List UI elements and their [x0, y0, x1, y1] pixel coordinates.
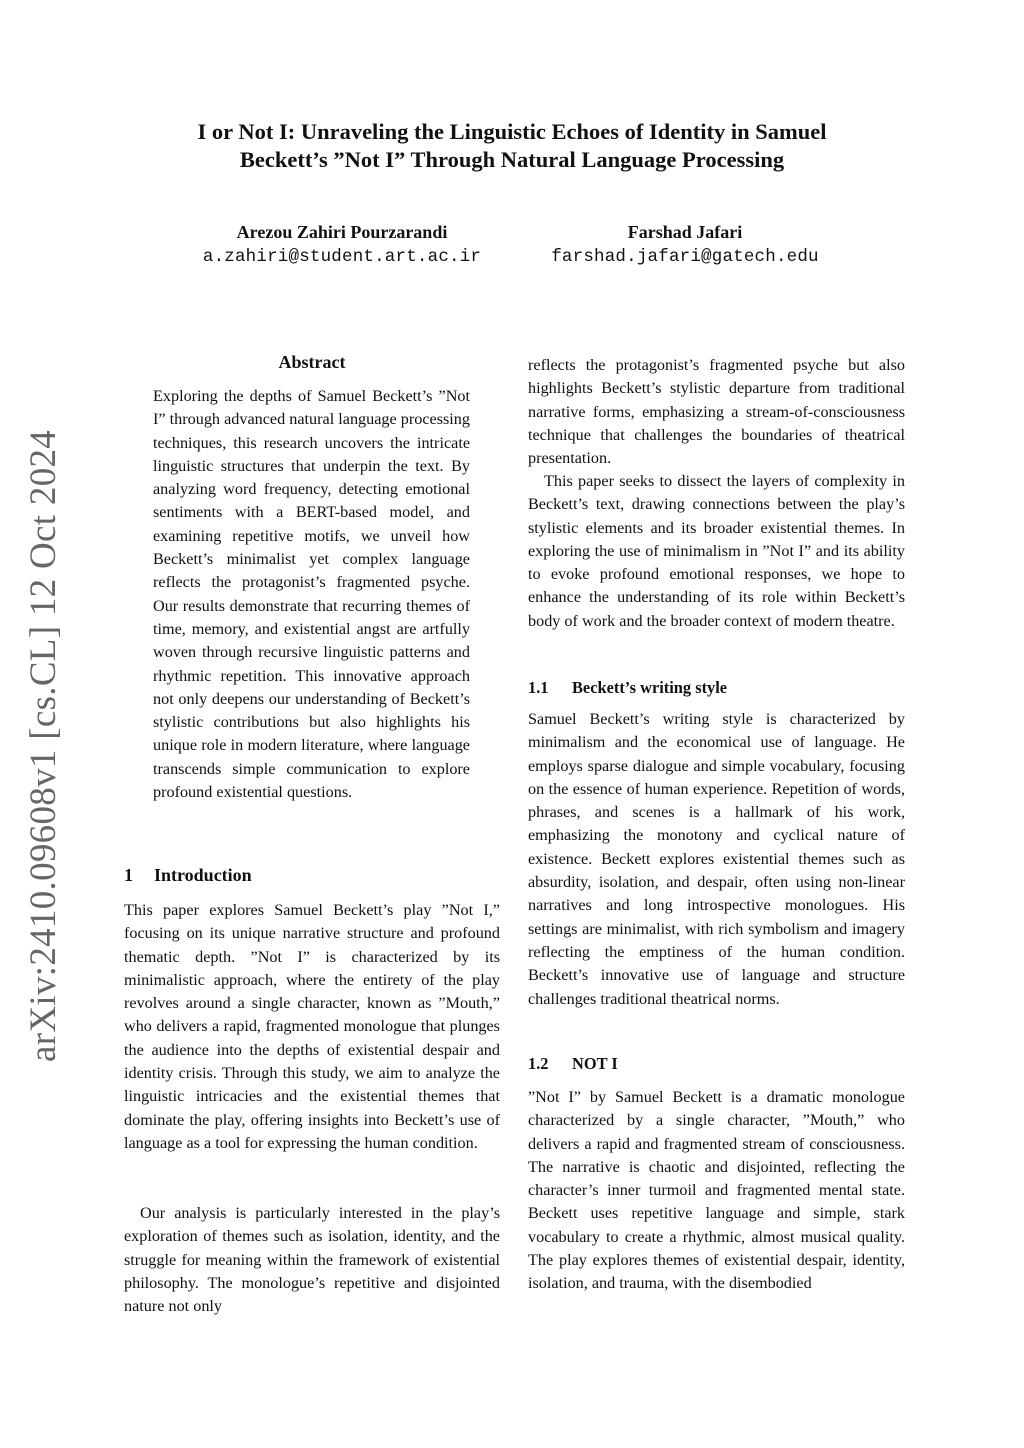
subsection-number: 1.1 — [528, 678, 549, 697]
abstract-heading: Abstract — [278, 352, 346, 372]
author-name: Arezou Zahiri Pourzarandi — [236, 222, 448, 242]
arxiv-identifier: arXiv:2410.09608v1 [cs.CL] 12 Oct 2024 — [23, 429, 64, 1062]
intro-paragraph-2-continued: reflects the protagonist’s fragmented psyche but also highlights Beckett’s stylistic departure from traditional narrative forms, emphasizing a stream-of-consciousness technique that challenges the boundaries of theatrical presentation. — [528, 356, 905, 468]
title-line-1: I or Not I: Unraveling the Linguistic Echoes of Identity in Samuel — [197, 119, 827, 144]
author-name: Farshad Jafari — [627, 222, 743, 242]
subsection-title: NOT I — [572, 1054, 618, 1073]
author-email[interactable]: farshad.jafari@gatech.edu — [551, 247, 819, 267]
subsection-heading-writing-style — [528, 677, 905, 699]
writing-style-paragraph-block — [528, 708, 905, 1011]
intro-paragraph-2-start: Our analysis is particularly interested in the play’s exploration of themes such as isolation, identity, and the struggle for meaning within the framework of existential philosophy. The monologue’s repetitive and disjointed nature not only — [124, 1204, 500, 1316]
section-heading-introduction — [124, 863, 500, 887]
author-block-2 — [522, 220, 848, 270]
section-number: 1 — [124, 865, 133, 885]
paper-title — [120, 118, 904, 174]
abstract-text — [153, 385, 470, 804]
subsection-number: 1.2 — [528, 1054, 549, 1073]
subsection-heading-not-i — [528, 1053, 905, 1075]
intro-paragraph-1: This paper explores Samuel Beckett’s play ”Not I,” focusing on its unique narrative structure and profound thematic depth. ”Not I” is characterized by its minimalistic approach, where the entirety of the play revolves around a single character, known as ”Mouth,” who delivers a rapid, fragmented monologue that plunges the audience into the depths of existential despair and identity crisis. Through this study, we aim to analyze the linguistic intricacies and the existential themes that dominate the play, offering insights into Beckett’s use of language as a tool for expressing the human condition. — [124, 901, 500, 1152]
intro-paragraph-2-continued-block — [528, 354, 905, 470]
writing-style-paragraph: Samuel Beckett’s writing style is characterized by minimalism and the economical use of language. He employs sparse dialogue and simple vocabulary, focusing on the essence of human experience. Repetition of words, phrases, and scenes is a hallmark of his work, emphasizing the monotony and cyclical nature of existence. Beckett explores existential themes such as absurdity, isolation, and despair, often using non-linear narratives and long introspective monologues. His settings are minimalist, with rich symbolism and imagery reflecting the emptiness of the human condition. Beckett’s innovative use of language and structure challenges traditional theatrical norms. — [528, 710, 905, 1008]
not-i-paragraph: ”Not I” by Samuel Beckett is a dramatic monologue characterized by a single character, ”Mouth,” who delivers a rapid and fragmented stream of consciousness. The narrative is chaotic and disjointed, reflecting the character’s inner turmoil and fragmented mental state. Beckett uses repetitive language and simple, stark vocabulary to create a rhythmic, almost musical quality. The play explores themes of existential despair, identity, isolation, and trauma, with the disembodied — [528, 1088, 905, 1293]
subsection-title: Beckett’s writing style — [572, 678, 728, 697]
abstract-paragraph: Exploring the depths of Samuel Beckett’s ”Not I” through advanced natural language processing techniques, this research uncovers the intricate linguistic structures that underpin the text. By analyzing word frequency, detecting emotional sentiments with a BERT-based model, and examining repetitive motifs, we unveil how Beckett’s minimalist yet complex language reflects the protagonist’s fragmented psyche. Our results demonstrate that recurring themes of time, memory, and existential angst are artfully woven through recursive linguistic patterns and rhythmic repetition. This innovative approach not only deepens our understanding of Beckett’s stylistic contributions but also highlights his unique role in modern literature, where language transcends simple communication to explore profound existential questions. — [153, 387, 470, 802]
intro-paragraph-3: This paper seeks to dissect the layers of complexity in Beckett’s text, drawing connections between the play’s stylistic elements and its broader existential themes. In exploring the use of minimalism in ”Not I” and its ability to evoke profound emotional responses, we hope to enhance the understanding of its role within Beckett’s body of work and the broader context of modern theatre. — [528, 472, 905, 630]
intro-paragraph-3-block — [528, 470, 905, 633]
author-block-1 — [160, 220, 524, 270]
not-i-paragraph-block — [528, 1086, 905, 1296]
author-email[interactable]: a.zahiri@student.art.ac.ir — [202, 247, 482, 267]
intro-paragraph-2-block — [124, 1202, 500, 1318]
section-title: Introduction — [154, 865, 252, 885]
intro-paragraph-1-block — [124, 899, 500, 1155]
title-line-2: Beckett’s ”Not I” Through Natural Language Processing — [239, 147, 785, 172]
